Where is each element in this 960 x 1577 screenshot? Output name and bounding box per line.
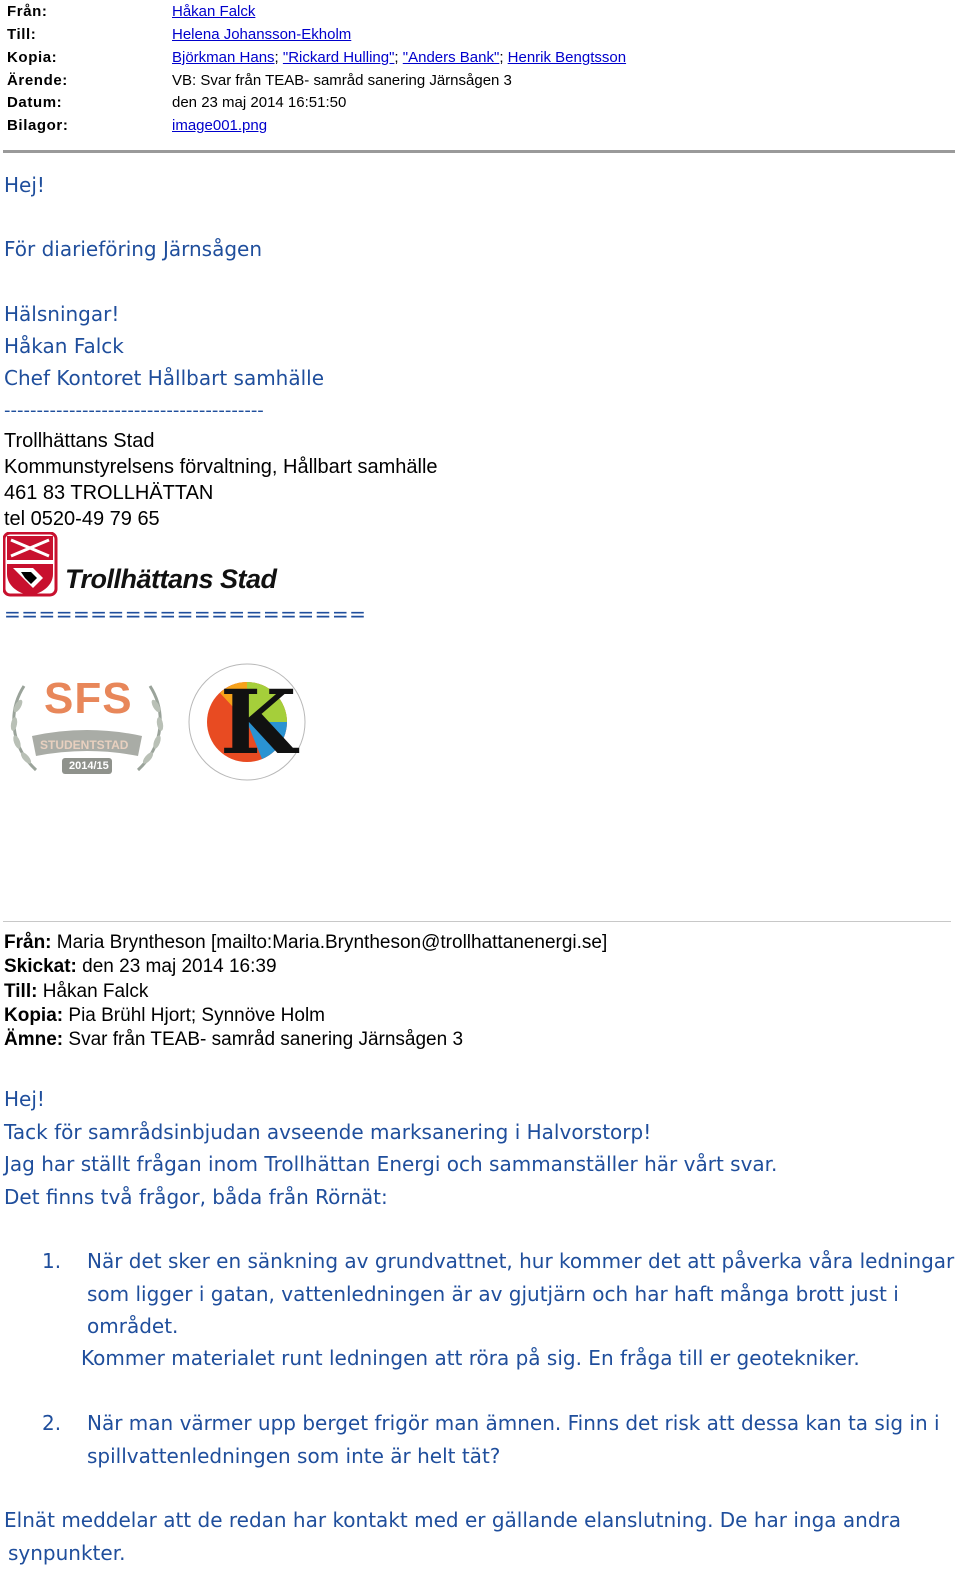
- from-link[interactable]: Håkan Falck: [172, 3, 256, 20]
- question-1-line-2: som ligger i gatan, vattenledningen är av gjutjärn och har haft många brott just i: [87, 1282, 899, 1306]
- fwd-sent-label: Skickat:: [4, 956, 77, 977]
- fwd-sent-value: den 23 maj 2014 16:39: [82, 956, 277, 977]
- reply-line-3: Det finns två frågor, båda från Rörnät:: [4, 1185, 388, 1209]
- cc-link-bank[interactable]: "Anders Bank": [402, 49, 500, 66]
- fwd-from-row: [4, 931, 607, 955]
- sfs-text: SFS: [44, 674, 133, 723]
- reply-line-2: Jag har ställt frågan inom Trollhättan Energi och sammanställer här vårt svar.: [4, 1152, 778, 1176]
- k-ring-text: [184, 644, 310, 645]
- cc-label: Kopia:: [7, 49, 58, 66]
- question-2-line-1: När man värmer upp berget frigör man ämnen. Finns det risk att dessa kan ta sig in i: [87, 1411, 940, 1435]
- from-label: Från:: [7, 3, 48, 20]
- arets-kulturkommun-badge: [184, 660, 310, 784]
- sfs-ribbon-text: STUDENTSTAD: [40, 738, 129, 752]
- attach-label: Bilagor:: [7, 117, 69, 134]
- signature-org: Trollhättans Stad: [4, 430, 155, 452]
- question-2-line-2: spillvattenledningen som inte är helt tät?: [87, 1444, 501, 1468]
- signature-postal: 461 83 TROLLHÄTTAN: [4, 482, 214, 504]
- fwd-subject-label: Ämne:: [4, 1029, 64, 1050]
- question-1-line-1: När det sker en sänkning av grundvattnet, hur kommer det att påverka våra ledningar: [87, 1249, 955, 1273]
- fwd-subject-value: Svar från TEAB- samråd sanering Järnsågen 3: [68, 1029, 464, 1050]
- greeting: Hej!: [4, 173, 45, 197]
- closing-line-1: Elnät meddelar att de redan har kontakt med er gällande elanslutning. De har inga andra: [4, 1508, 902, 1532]
- subject-label: Ärende:: [7, 72, 68, 89]
- signature-title: Chef Kontoret Hållbart samhälle: [4, 366, 325, 390]
- cc-link-bengtsson[interactable]: Henrik Bengtsson: [507, 49, 627, 66]
- question-1-line-3: området.: [87, 1314, 179, 1338]
- fwd-to-value: Håkan Falck: [42, 981, 149, 1002]
- fwd-from-label: Från:: [4, 932, 52, 953]
- city-crest-icon: [3, 532, 63, 598]
- k-letter: K: [220, 670, 297, 774]
- cc-link-hulling[interactable]: "Rickard Hulling": [282, 49, 395, 66]
- fwd-from-value: Maria Bryntheson [mailto:Maria.Bryntheson@trollhattanenergi.se]: [56, 932, 608, 953]
- fwd-to-label: Till:: [4, 981, 38, 1002]
- subject-value: VB: Svar från TEAB- samråd sanering Järnsågen 3: [172, 72, 512, 89]
- cc-link-bjorkman[interactable]: Björkman Hans: [172, 49, 275, 66]
- fwd-cc-row: [4, 1004, 325, 1028]
- diary-line: För diarieföring Järnsågen: [4, 237, 263, 261]
- sfs-year-text: 2014/15: [69, 760, 109, 772]
- signature-dept: Kommunstyrelsens förvaltning, Hållbart samhälle: [4, 456, 438, 478]
- forward-divider: [3, 921, 951, 922]
- cc-list: [172, 48, 626, 68]
- question-2-number: 2.: [42, 1411, 62, 1435]
- date-value: den 23 maj 2014 16:51:50: [172, 94, 347, 111]
- attachment-link[interactable]: image001.png: [172, 117, 268, 134]
- fwd-cc-label: Kopia:: [4, 1005, 64, 1026]
- fwd-subject-row: [4, 1028, 463, 1052]
- closing-line-2: synpunkter.: [8, 1541, 126, 1565]
- logo-wordmark: Trollhättans Stad: [65, 564, 277, 594]
- fwd-cc-value: Pia Brühl Hjort; Synnöve Holm: [68, 1005, 325, 1026]
- to-link[interactable]: Helena Johansson-Ekholm: [172, 26, 352, 43]
- signature-phone: tel 0520-49 79 65: [4, 508, 160, 530]
- question-1-number: 1.: [42, 1249, 62, 1273]
- header-divider: [3, 150, 955, 153]
- signature-name: Håkan Falck: [4, 334, 124, 358]
- reply-line-1: Tack för samrådsinbjudan avseende marksanering i Halvorstorp!: [4, 1120, 652, 1144]
- cc-separator: ;: [394, 49, 399, 66]
- question-1-followup: Kommer materialet runt ledningen att röra på sig. En fråga till er geotekniker.: [81, 1346, 860, 1370]
- reply-greeting: Hej!: [4, 1087, 45, 1111]
- regards: Hälsningar!: [4, 302, 120, 326]
- trollhattan-logo: [3, 532, 283, 600]
- sfs-studentstad-badge: [6, 666, 168, 784]
- fwd-to-row: [4, 980, 148, 1004]
- cc-separator: ;: [274, 49, 279, 66]
- dash-separator: ----------------------------------------: [4, 400, 264, 421]
- to-label: Till:: [7, 26, 37, 43]
- cc-separator: ;: [499, 49, 504, 66]
- date-label: Datum:: [7, 94, 63, 111]
- fwd-sent-row: [4, 955, 277, 979]
- equals-separator: =====================: [4, 602, 367, 626]
